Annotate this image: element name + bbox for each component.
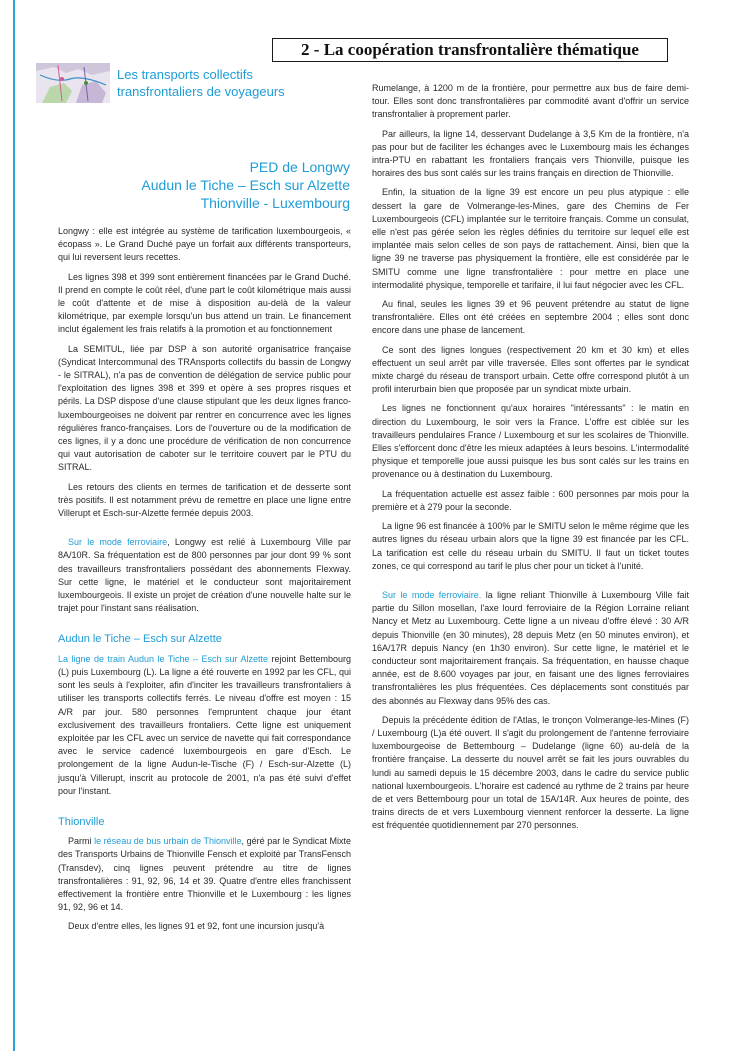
paragraph: Par ailleurs, la ligne 14, desservant Dudelange à 3,5 Km de la frontière, n'a pas pour but de faciliter les échanges avec le Luxembourg mais les échanges intra-PTU en rabattant les frontaliers français vers Thionville, puisque les horaires des bus sont calés sur les trains français en direction de Thionville.: [372, 128, 689, 179]
paragraph: Rumelange, à 1200 m de la frontière, pour permettre aux bus de faire demi-tour. Elles sont donc transfrontalières par commodité avant d'offrir un service transfrontalier à proprement parler.: [372, 83, 689, 120]
paragraph: Deux d'entre elles, les lignes 91 et 92, font une incursion jusqu'à: [68, 921, 325, 932]
paragraph: Ce sont des lignes longues (respectivement 20 km et 30 km) et elles effectuent un seul arrêt par ville traversée. Elles sont offertes par le syndicat mixte chargé du réseau de transport urbain. Cette offre correspond plutôt à un profil interurbain bien que proposée par un syndicat mixte urbain.: [372, 344, 689, 395]
paragraph: Au final, seules les lignes 39 et 96 peuvent prétendre au statut de ligne transfrontalière. Elles ont été créées en septembre 2004 ; elles sont donc encore dans une phase de lancement.: [372, 299, 689, 336]
margin-rule: [13, 0, 15, 1051]
paragraph-text: rejoint Bettembourg (L) puis Luxembourg (L). La ligne a été rouverte en 1992 par les CFL, qui sont les seuls à l'exploiter, afin d'inciter les travailleurs transfrontaliers à utiliser les transports collectifs ferrés. Le niveau d'offre est moyen : 15 A/R par jour. 580 personnes l'empruntent chaque jour étant exclusivement des travailleurs frontaliers. Cette ligne est uniquement exploitée par les CFL avec un service de navette qui fait correspondance avec le service cadencé luxembourgeois en gare d'Esch. Le prolongement de la ligne Audun-le-Tische (F) / Esch-sur-Alzette (L) jusqu'à Villerupt, inscrit au protocole de 2001, n'a pas été suivi d'effet pour l'instant.: [58, 653, 351, 796]
paragraph: [372, 589, 689, 708]
paragraph: [58, 835, 351, 914]
paragraph-text: la ligne reliant Thionville à Luxembourg Ville fait partie du Sillon mosellan, l'axe lourd ferroviaire de la Région Lorraine reliant Nancy et Metz au Luxembourg. Cette ligne a un niveau d'offre élevé : 30 A/R depuis Thionville (en 30 minutes), 28 depuis Metz (en 50 minutes environ), et 16A/17R depuis Nancy (en 1h30 environ). Sur cette ligne, le matériel et le conducteur sont majoritairement français. Sa fréquentation, en hausse chaque année, est de 8.600 voyages par jour, en faisant une des lignes ferroviaires transfrontalières les plus fréquentées. Ces déplacements sont constitués par des abonnés au Flexway dans 95% des cas.: [372, 589, 689, 706]
chapter-header: 2 - La coopération transfrontalière thématique: [272, 38, 668, 62]
highlight-text: Sur le mode ferroviaire: [68, 537, 168, 548]
topic-title-line1: PED de Longwy: [249, 159, 350, 175]
topic-title-line2: Audun le Tiche – Esch sur Alzette: [141, 177, 350, 193]
paragraph-text: , géré par le Syndicat Mixte des Transports Urbains de Thionville Fensch et exploité par TransFensch (Transdev), cinq lignes peuvent prétendre au titre de lignes transfrontalières : 91, 92, 96, 14 et 39. Quatre d'entre elles franchissent effectivement la frontière entre Thionville et le Luxembourg : les lignes 91, 92, 96 et 14.: [58, 836, 351, 913]
subheading: Thionville: [58, 815, 105, 828]
topic-title-line3: Thionville - Luxembourg: [200, 195, 350, 211]
paragraph: La SEMITUL, liée par DSP à son autorité organisatrice française (Syndicat Intercommunal des TRAnsports collectifs du bassin de Longwy - le SITRAL), n'a pas de convention de délégation de service public pour l'exploitation des lignes 398 et 399 et opère à ses propres risques et périls. La DSP dispose d'une clause stipulant que les deux lignes franco-luxembourgeoises ne doivent par rentrer en concurrence avec les lignes régulières franco-françaises. Lors de l'ouverture ou de la modification de ces lignes, il y a donc une procédure de vérification de non concurrence qui vaut autorisation de caboter sur le territoire couvert par le PTU du SITRAL.: [58, 343, 351, 473]
paragraph: [58, 653, 351, 798]
paragraph-text: Parmi: [68, 836, 95, 847]
paragraph: Longwy : elle est intégrée au système de tarification luxembourgeois, « écopass ». Le Grand Duché paye un forfait aux différents transporteurs, qui lui reversent leurs recettes.: [58, 226, 351, 263]
subheading: Audun le Tiche – Esch sur Alzette: [58, 633, 222, 646]
left-column: [58, 225, 351, 940]
paragraph: Depuis la précédente édition de l'Atlas, le tronçon Volmerange-les-Mines (F) / Luxembourg (L)a été ouvert. Il s'agit du prolongement de l'antenne ferroviaire luxembourgeoise de Bettembourg – Dudelange (ligne 60) au-delà de la frontière française. La desserte du nouvel arrêt se fait les jours ouvrables du lundi au samedi depuis le 15 décembre 2003, dans le cadre du service public national luxembourgeois. L'horaire est cadencé au rythme de 2 trains par heure de et vers Bettembourg pour un total de 15A/14R. Aux heures de pointe, des trains directs de et vers Luxembourg viennent renforcer la desserte. La ligne est fréquentée quotidiennement par 270 personnes.: [372, 714, 689, 831]
topic-title: [118, 158, 350, 212]
highlight-text: Sur le mode ferroviaire.: [382, 589, 482, 600]
highlight-text: La ligne de train Audun le Tiche – Esch sur Alzette: [58, 653, 268, 664]
paragraph: Les retours des clients en termes de tarification et de desserte sont très positifs. Il est notamment prévu de remettre en place une ligne entre Villerupt et Esch-sur-Alzette fermée depuis 2003.: [58, 481, 351, 519]
paragraph: [58, 536, 351, 615]
paragraph: Les lignes 398 et 399 sont entièrement financées par le Grand Duché. Il prend en compte le coût réel, d'une part le coût kilométrique mais aussi le coût d'attente et de mise à disposition au-delà de la valeur kilométrique, par exemple lorsqu'un bus attend un train. Le financement inclut également les frais relatifs à la promotion et au fonctionnement: [58, 271, 351, 335]
paragraph: La ligne 96 est financée à 100% par le SMITU selon le même régime que les autres lignes du réseau urbain alors que la ligne 39 est financée par les CFL. La tarification est celle du réseau urbain du SMITU. Il faut un ticket toutes zones, ce qui correspond au tarif le plus cher pour un ticket à l'unité.: [372, 521, 689, 571]
section-title: [117, 66, 347, 100]
right-column: [372, 82, 689, 839]
section-title-line1: Les transports collectifs: [117, 67, 253, 82]
paragraph: La fréquentation actuelle est assez faible : 600 personnes par mois pour la première et à 279 pour la seconde.: [372, 488, 689, 512]
section-title-line2: transfrontaliers de voyageurs: [117, 84, 285, 99]
paragraph-text: , Longwy est relié à Luxembourg Ville par 8A/10R. Sa fréquentation est de 800 personnes par jour dont 99 % sont des travailleurs transfrontaliers possédant des abonnements Flexway. Sur cette ligne, le matériel et le conducteur sont majoritairement luxembourgeois. Il existe un projet de création d'une nouvelle halte sur le trajet pour l'instant sans réalisation.: [58, 537, 351, 614]
paragraph: Les lignes ne fonctionnent qu'aux horaires "intéressants" : le matin en direction du Luxembourg, le soir vers la France. L'offre est ciblée sur les travailleurs pendulaires France / Luxembourg et sur les scolaires de Thionville. Elles s'efforcent donc d'être les mieux adaptées à leurs besoins. L'intermodalité physique et temporelle joue aussi puisque les bus sont calés sur les trains en provenance ou à destination du Luxembourg.: [372, 403, 689, 480]
region-map-thumbnail: [36, 63, 110, 103]
paragraph: Enfin, la situation de la ligne 39 est encore un peu plus atypique : elle dessert la gare de Volmerange-les-Mines, gare des Chemins de Fer Luxembourgeois (CFL) implantée sur le territoire français. Comme un consulat, elle n'est pas gérée selon les règles définies du territoire sur lequel elle est implantée mais selon celles de son pays de rattachement. Ainsi, bien que la ligne 39 ne traverse pas physiquement la frontière, elle est considérée par le SMITU comme une ligne transfrontalière : pour mettre en place une intermodalité physique, temporelle et tarifaire, il lui faut négocier avec les CFL.: [372, 187, 689, 290]
highlight-text: le réseau de bus urbain de Thionville: [94, 836, 242, 847]
